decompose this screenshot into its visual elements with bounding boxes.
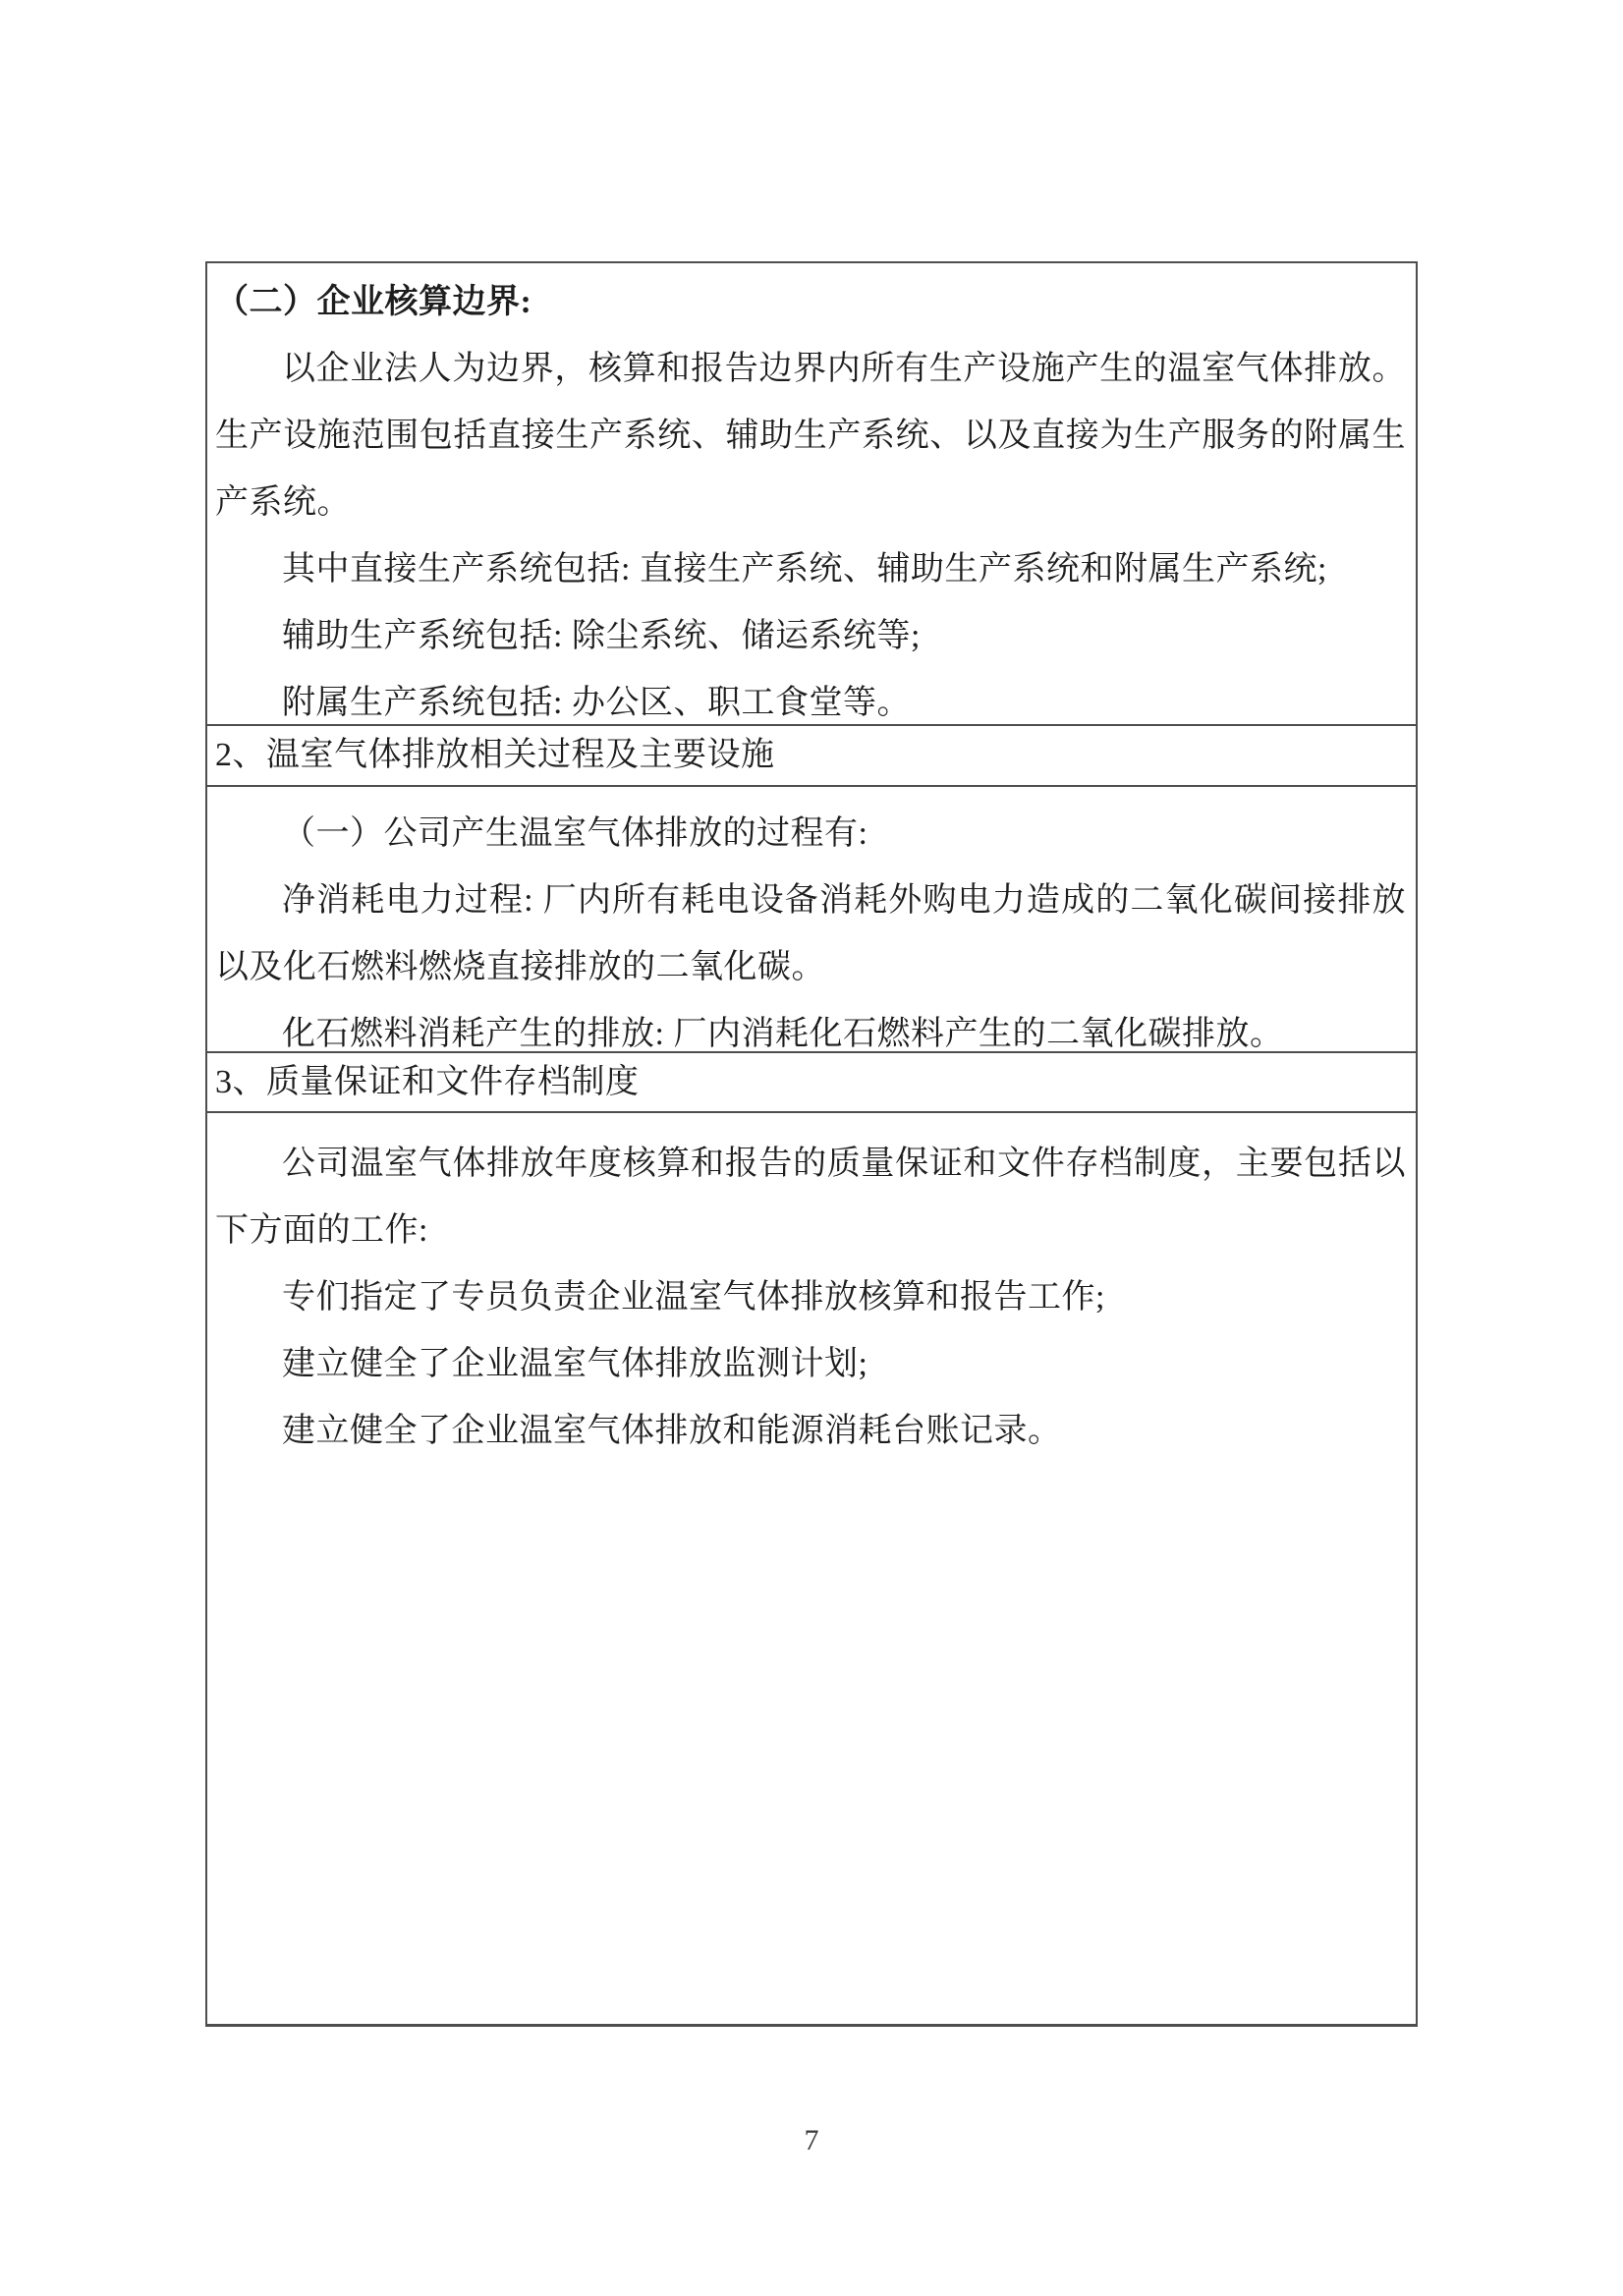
table-row-header-quality-assurance (207, 1051, 1416, 1111)
page-number: 7 (804, 2124, 819, 2156)
section-heading-accounting-boundary: （二）企业核算边界: (215, 284, 532, 320)
paragraph-net-electricity-process: 净消耗电力过程: 厂内所有耗电设备消耗外购电力造成的二氧化碳间接排放以及化石燃料燃烧直接排放的二氧化碳。 (215, 882, 1406, 985)
row-header-label-quality-assurance: 3、质量保证和文件存档制度 (215, 1063, 640, 1100)
paragraph-attached-production-systems: 附属生产系统包括: 办公区、职工食堂等。 (282, 685, 911, 721)
paragraph-qa-monitoring-plan: 建立健全了企业温室气体排放监测计划; (282, 1346, 868, 1382)
paragraph-direct-production-systems: 其中直接生产系统包括: 直接生产系统、辅助生产系统和附属生产系统; (282, 551, 1327, 588)
report-table (205, 261, 1418, 2027)
paragraph-qa-ledger-records: 建立健全了企业温室气体排放和能源消耗台账记录。 (282, 1413, 1062, 1449)
table-row-quality-assurance (207, 1111, 1416, 2024)
row-header-label-emission-processes: 2、温室气体排放相关过程及主要设施 (215, 737, 775, 773)
table-row-header-emission-processes (207, 724, 1416, 785)
paragraph-qa-intro: 公司温室气体排放年度核算和报告的质量保证和文件存档制度，主要包括以下方面的工作: (215, 1146, 1406, 1249)
table-row-accounting-boundary (207, 263, 1416, 724)
table-row-emission-processes (207, 785, 1416, 1051)
paragraph-boundary-description: 以企业法人为边界，核算和报告边界内所有生产设施产生的温室气体排放。生产设施范围包括直接生产系统、辅助生产系统、以及直接为生产服务的附属生产系统。 (215, 351, 1406, 521)
paragraph-auxiliary-production-systems: 辅助生产系统包括: 除尘系统、储运系统等; (282, 618, 921, 654)
paragraph-processes-intro: （一）公司产生温室气体排放的过程有: (282, 815, 868, 852)
paragraph-qa-designated-personnel: 专们指定了专员负责企业温室气体排放核算和报告工作; (282, 1279, 1105, 1316)
paragraph-fossil-fuel-emission: 化石燃料消耗产生的排放: 厂内消耗化石燃料产生的二氧化碳排放。 (282, 1016, 1284, 1052)
